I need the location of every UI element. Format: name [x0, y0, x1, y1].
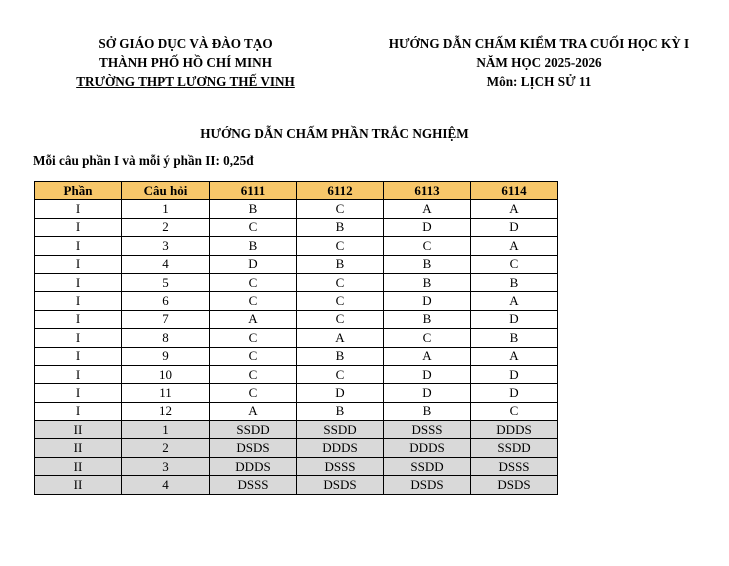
answer-key-table: [34, 181, 558, 495]
table-cell: A: [210, 310, 297, 328]
table-cell: C: [297, 292, 384, 310]
table-cell: C: [297, 310, 384, 328]
table-cell: DSDS: [384, 476, 471, 494]
table-cell: I: [35, 273, 122, 291]
table-cell: SSDD: [297, 421, 384, 439]
table-cell: I: [35, 237, 122, 255]
table-cell: II: [35, 476, 122, 494]
table-cell: 1: [122, 421, 210, 439]
table-cell: D: [471, 365, 558, 383]
table-cell: C: [297, 273, 384, 291]
header-part: Phần: [35, 182, 122, 200]
table-cell: A: [210, 402, 297, 420]
document-title: HƯỚNG DẪN CHẤM KIỂM TRA CUỐI HỌC KỲ I: [388, 36, 690, 51]
school-year: NĂM HỌC 2025-2026: [476, 55, 602, 70]
table-cell: 5: [122, 273, 210, 291]
table-cell: 3: [122, 237, 210, 255]
table-cell: C: [297, 200, 384, 218]
table-cell: 3: [122, 457, 210, 475]
table-cell: I: [35, 292, 122, 310]
subject: Môn: LỊCH SỬ 11: [486, 74, 592, 89]
table-cell: A: [471, 292, 558, 310]
table-row: [35, 218, 558, 236]
table-cell: 7: [122, 310, 210, 328]
table-cell: A: [471, 347, 558, 365]
table-row: [35, 292, 558, 310]
table-cell: 12: [122, 402, 210, 420]
table-cell: 10: [122, 365, 210, 383]
table-cell: C: [471, 255, 558, 273]
table-cell: DDDS: [471, 421, 558, 439]
table-cell: DSSS: [297, 457, 384, 475]
table-row: [35, 310, 558, 328]
section-title: [0, 126, 729, 142]
table-cell: C: [210, 329, 297, 347]
table-cell: C: [384, 237, 471, 255]
table-cell: B: [210, 237, 297, 255]
table-cell: A: [471, 200, 558, 218]
table-cell: DDDS: [297, 439, 384, 457]
table-cell: II: [35, 421, 122, 439]
table-cell: A: [297, 329, 384, 347]
header-code-6112: 6112: [297, 182, 384, 200]
table-cell: II: [35, 439, 122, 457]
table-cell: B: [297, 218, 384, 236]
table-cell: DDDS: [210, 457, 297, 475]
table-cell: C: [210, 384, 297, 402]
table-cell: C: [210, 292, 297, 310]
table-cell: B: [297, 402, 384, 420]
table-row: [35, 347, 558, 365]
table-cell: DSDS: [471, 476, 558, 494]
table-cell: DSDS: [210, 439, 297, 457]
table-cell: D: [297, 384, 384, 402]
table-cell: I: [35, 218, 122, 236]
table-cell: 8: [122, 329, 210, 347]
table-cell: D: [471, 384, 558, 402]
table-cell: SSDD: [471, 439, 558, 457]
table-cell: I: [35, 365, 122, 383]
table-cell: B: [297, 255, 384, 273]
table-cell: II: [35, 457, 122, 475]
table-row: [35, 457, 558, 475]
table-cell: DSSS: [471, 457, 558, 475]
table-cell: D: [471, 310, 558, 328]
table-cell: B: [384, 255, 471, 273]
table-cell: 2: [122, 218, 210, 236]
table-cell: I: [35, 329, 122, 347]
table-cell: I: [35, 384, 122, 402]
table-cell: D: [384, 384, 471, 402]
table-cell: DSDS: [297, 476, 384, 494]
table-row: [35, 365, 558, 383]
table-cell: D: [471, 218, 558, 236]
table-cell: 4: [122, 255, 210, 273]
table-row: [35, 273, 558, 291]
department-name: SỞ GIÁO DỤC VÀ ĐÀO TẠO: [98, 36, 273, 51]
table-cell: I: [35, 200, 122, 218]
table-row: [35, 384, 558, 402]
table-cell: C: [210, 273, 297, 291]
city-name: THÀNH PHỐ HỒ CHÍ MINH: [99, 55, 272, 70]
table-cell: SSDD: [210, 421, 297, 439]
table-cell: B: [384, 273, 471, 291]
table-cell: 1: [122, 200, 210, 218]
table-row: [35, 200, 558, 218]
table-cell: B: [384, 402, 471, 420]
section-title-text: HƯỚNG DẪN CHẤM PHẦN TRẮC NGHIỆM: [200, 126, 469, 141]
table-row: [35, 329, 558, 347]
header-left: [58, 34, 313, 91]
table-cell: C: [384, 329, 471, 347]
table-cell: A: [471, 237, 558, 255]
table-cell: C: [297, 237, 384, 255]
table-cell: 4: [122, 476, 210, 494]
header-right: [345, 34, 729, 91]
table-cell: 11: [122, 384, 210, 402]
table-cell: C: [297, 365, 384, 383]
table-row: [35, 255, 558, 273]
table-cell: I: [35, 255, 122, 273]
table-body: [35, 200, 558, 494]
scoring-note: Mỗi câu phần I và mỗi ý phần II: 0,25đ: [33, 153, 254, 168]
table-cell: D: [210, 255, 297, 273]
table-cell: 6: [122, 292, 210, 310]
table-row: [35, 421, 558, 439]
table-cell: C: [471, 402, 558, 420]
table-cell: A: [384, 347, 471, 365]
table-cell: DSSS: [384, 421, 471, 439]
table-cell: B: [210, 200, 297, 218]
table-row: [35, 402, 558, 420]
table-cell: B: [471, 273, 558, 291]
table-cell: B: [471, 329, 558, 347]
table-header-row: [35, 182, 558, 200]
table-row: [35, 476, 558, 494]
table-cell: DDDS: [384, 439, 471, 457]
table-cell: 2: [122, 439, 210, 457]
table-cell: I: [35, 402, 122, 420]
table-row: [35, 237, 558, 255]
header-code-6111: 6111: [210, 182, 297, 200]
header-question: Câu hỏi: [122, 182, 210, 200]
table-cell: C: [210, 347, 297, 365]
table-cell: B: [297, 347, 384, 365]
table-cell: 9: [122, 347, 210, 365]
header-code-6113: 6113: [384, 182, 471, 200]
table-cell: B: [384, 310, 471, 328]
table-cell: D: [384, 218, 471, 236]
table-cell: SSDD: [384, 457, 471, 475]
table-cell: D: [384, 365, 471, 383]
table-cell: A: [384, 200, 471, 218]
table-cell: D: [384, 292, 471, 310]
table-cell: DSSS: [210, 476, 297, 494]
table-cell: C: [210, 218, 297, 236]
table-cell: I: [35, 310, 122, 328]
school-name: TRƯỜNG THPT LƯƠNG THẾ VINH: [76, 74, 295, 89]
header-code-6114: 6114: [471, 182, 558, 200]
table-cell: C: [210, 365, 297, 383]
table-row: [35, 439, 558, 457]
table-cell: I: [35, 347, 122, 365]
